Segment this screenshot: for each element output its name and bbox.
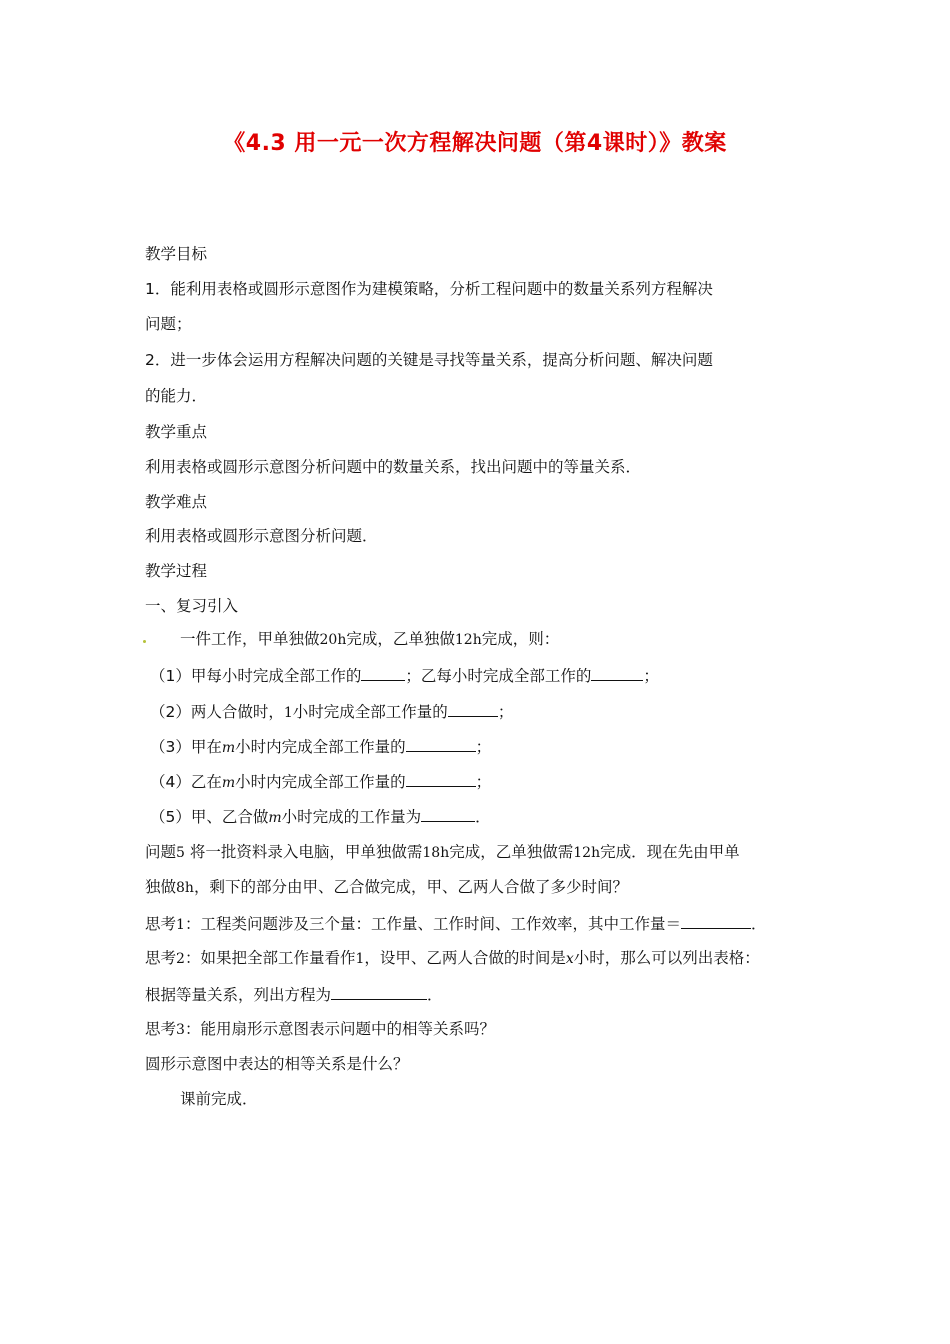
intro-text-c: 完成，则： xyxy=(481,630,560,648)
problem-text-e: 独做 xyxy=(145,878,177,896)
review-intro xyxy=(180,629,559,650)
q4-text-b: 小时内完成全部工作量的 xyxy=(235,773,406,791)
think-2-variable-x: x xyxy=(565,951,574,967)
goal-2-line-a: 2．进一步体会运用方程解决问题的关键是寻找等量关系，提高分析问题、解决问题 xyxy=(145,351,713,369)
intro-text-b: 完成，乙单独做 xyxy=(346,630,455,648)
problem-text-d: 完成．现在先由甲单 xyxy=(600,843,740,861)
q1-blank-2[interactable] xyxy=(591,665,643,681)
goal-2-line-b: 的能力． xyxy=(145,387,208,405)
intro-text-a: 一件工作，甲单独做 xyxy=(180,630,320,648)
question-2 xyxy=(150,701,513,723)
q3-text-b: 小时内完成全部工作量的 xyxy=(235,738,406,756)
q4-blank[interactable] xyxy=(406,771,476,787)
q4-text-a: （4）乙在 xyxy=(150,773,222,791)
think-2-text-d: 小时，那么可以列出表格： xyxy=(573,949,760,967)
problem-label: 问题 xyxy=(145,843,177,861)
question-5 xyxy=(150,806,491,828)
think-2-equation-end: ． xyxy=(427,986,443,1004)
think-1-text: ：工程类问题涉及三个量：工作量、工作时间、工作效率，其中工作量＝ xyxy=(184,915,681,933)
think-2-text-b: ：如果把全部工作量看作 xyxy=(184,949,356,967)
problem-hours-b: 12h xyxy=(573,845,601,861)
difficulty-heading: 教学难点 xyxy=(145,493,208,511)
q2-text-a: （2）两人合做时， xyxy=(150,703,284,721)
think-2-label: 思考 xyxy=(145,949,177,967)
q5-variable-m: m xyxy=(268,810,282,826)
think-3 xyxy=(145,1019,495,1040)
stray-dot-mark xyxy=(143,640,146,643)
q4-text-c: ； xyxy=(475,773,492,791)
think-1 xyxy=(145,913,766,935)
q2-text-b: 小时完成全部工作量的 xyxy=(292,703,448,721)
goals-heading: 教学目标 xyxy=(145,245,208,263)
question-1 xyxy=(150,665,659,686)
q3-variable-m: m xyxy=(221,740,236,756)
problem-hours-c: 8h xyxy=(176,880,194,896)
think-2 xyxy=(145,948,760,969)
key-points-text: 利用表格或圆形示意图分析问题中的数量关系，找出问题中的等量关系． xyxy=(145,458,642,476)
q5-text-a: （5）甲、乙合做 xyxy=(150,808,269,826)
q3-text-c: ； xyxy=(475,738,492,756)
problem-text-b: 将一批资料录入电脑，甲单独做需 xyxy=(184,843,423,861)
question-4 xyxy=(150,771,491,793)
equation-blank[interactable] xyxy=(331,984,427,1000)
think-2-equation xyxy=(145,984,443,1005)
q5-text-c: ． xyxy=(475,808,491,826)
document-title: 《4.3 用一元一次方程解决问题（第4课时）》教案 xyxy=(223,131,727,156)
intro-number-2: 12h xyxy=(454,632,482,648)
think-3-number: 3 xyxy=(176,1022,185,1038)
think-2-text-c: ，设甲、乙两人合做的时间是 xyxy=(364,949,566,967)
q1-text-c: ； xyxy=(643,667,659,685)
q2-number: 1 xyxy=(283,705,293,721)
goal-1-line-a: 1．能利用表格或圆形示意图作为建模策略，分析工程问题中的数量关系列方程解决 xyxy=(145,280,713,298)
review-heading: 一、复习引入 xyxy=(145,597,239,615)
problem-5-line-b xyxy=(145,877,628,898)
think-1-end: ． xyxy=(750,915,767,933)
intro-number-1: 20h xyxy=(319,632,347,648)
problem-number: 5 xyxy=(176,845,185,861)
q5-blank[interactable] xyxy=(421,806,475,822)
difficulty-text: 利用表格或圆形示意图分析问题． xyxy=(145,527,378,545)
think-2-number: 2 xyxy=(176,951,185,967)
problem-text-c: 完成，乙单独做需 xyxy=(449,843,574,861)
q1-text-a: （1）甲每小时完成全部工作的 xyxy=(150,667,362,685)
think-1-number: 1 xyxy=(176,917,185,933)
q5-text-b: 小时完成的工作量为 xyxy=(281,808,422,826)
think-3-label: 思考 xyxy=(145,1020,177,1038)
think-2-whole-one: 1 xyxy=(355,951,365,967)
think-1-blank[interactable] xyxy=(681,913,751,929)
q2-text-c: ； xyxy=(497,703,514,721)
q1-blank-1[interactable] xyxy=(361,665,405,681)
problem-hours-a: 18 xyxy=(422,845,441,861)
problem-text-f: ，剩下的部分由甲、乙合做完成，甲、乙两人合做了多少时间？ xyxy=(193,878,628,896)
think-3-text: ：能用扇形示意图表示问题中的相等关系吗？ xyxy=(184,1020,495,1038)
think-1-label: 思考 xyxy=(145,915,177,933)
q3-blank[interactable] xyxy=(406,736,476,752)
think-2-equation-text: 根据等量关系，列出方程为 xyxy=(145,986,332,1004)
problem-5-line-a xyxy=(145,842,740,863)
q3-text-a: （3）甲在 xyxy=(150,738,222,756)
q1-text-b: ；乙每小时完成全部工作的 xyxy=(405,667,592,685)
q2-blank[interactable] xyxy=(448,701,498,717)
goal-1-line-b: 问题； xyxy=(145,315,192,333)
question-3 xyxy=(150,736,491,758)
problem-hours-unit: h xyxy=(440,845,450,861)
pre-class-note: 课前完成． xyxy=(180,1090,258,1108)
q4-variable-m: m xyxy=(221,775,236,791)
think-3-followup: 圆形示意图中表达的相等关系是什么？ xyxy=(145,1055,409,1073)
key-points-heading: 教学重点 xyxy=(145,423,208,441)
process-heading: 教学过程 xyxy=(145,562,208,580)
